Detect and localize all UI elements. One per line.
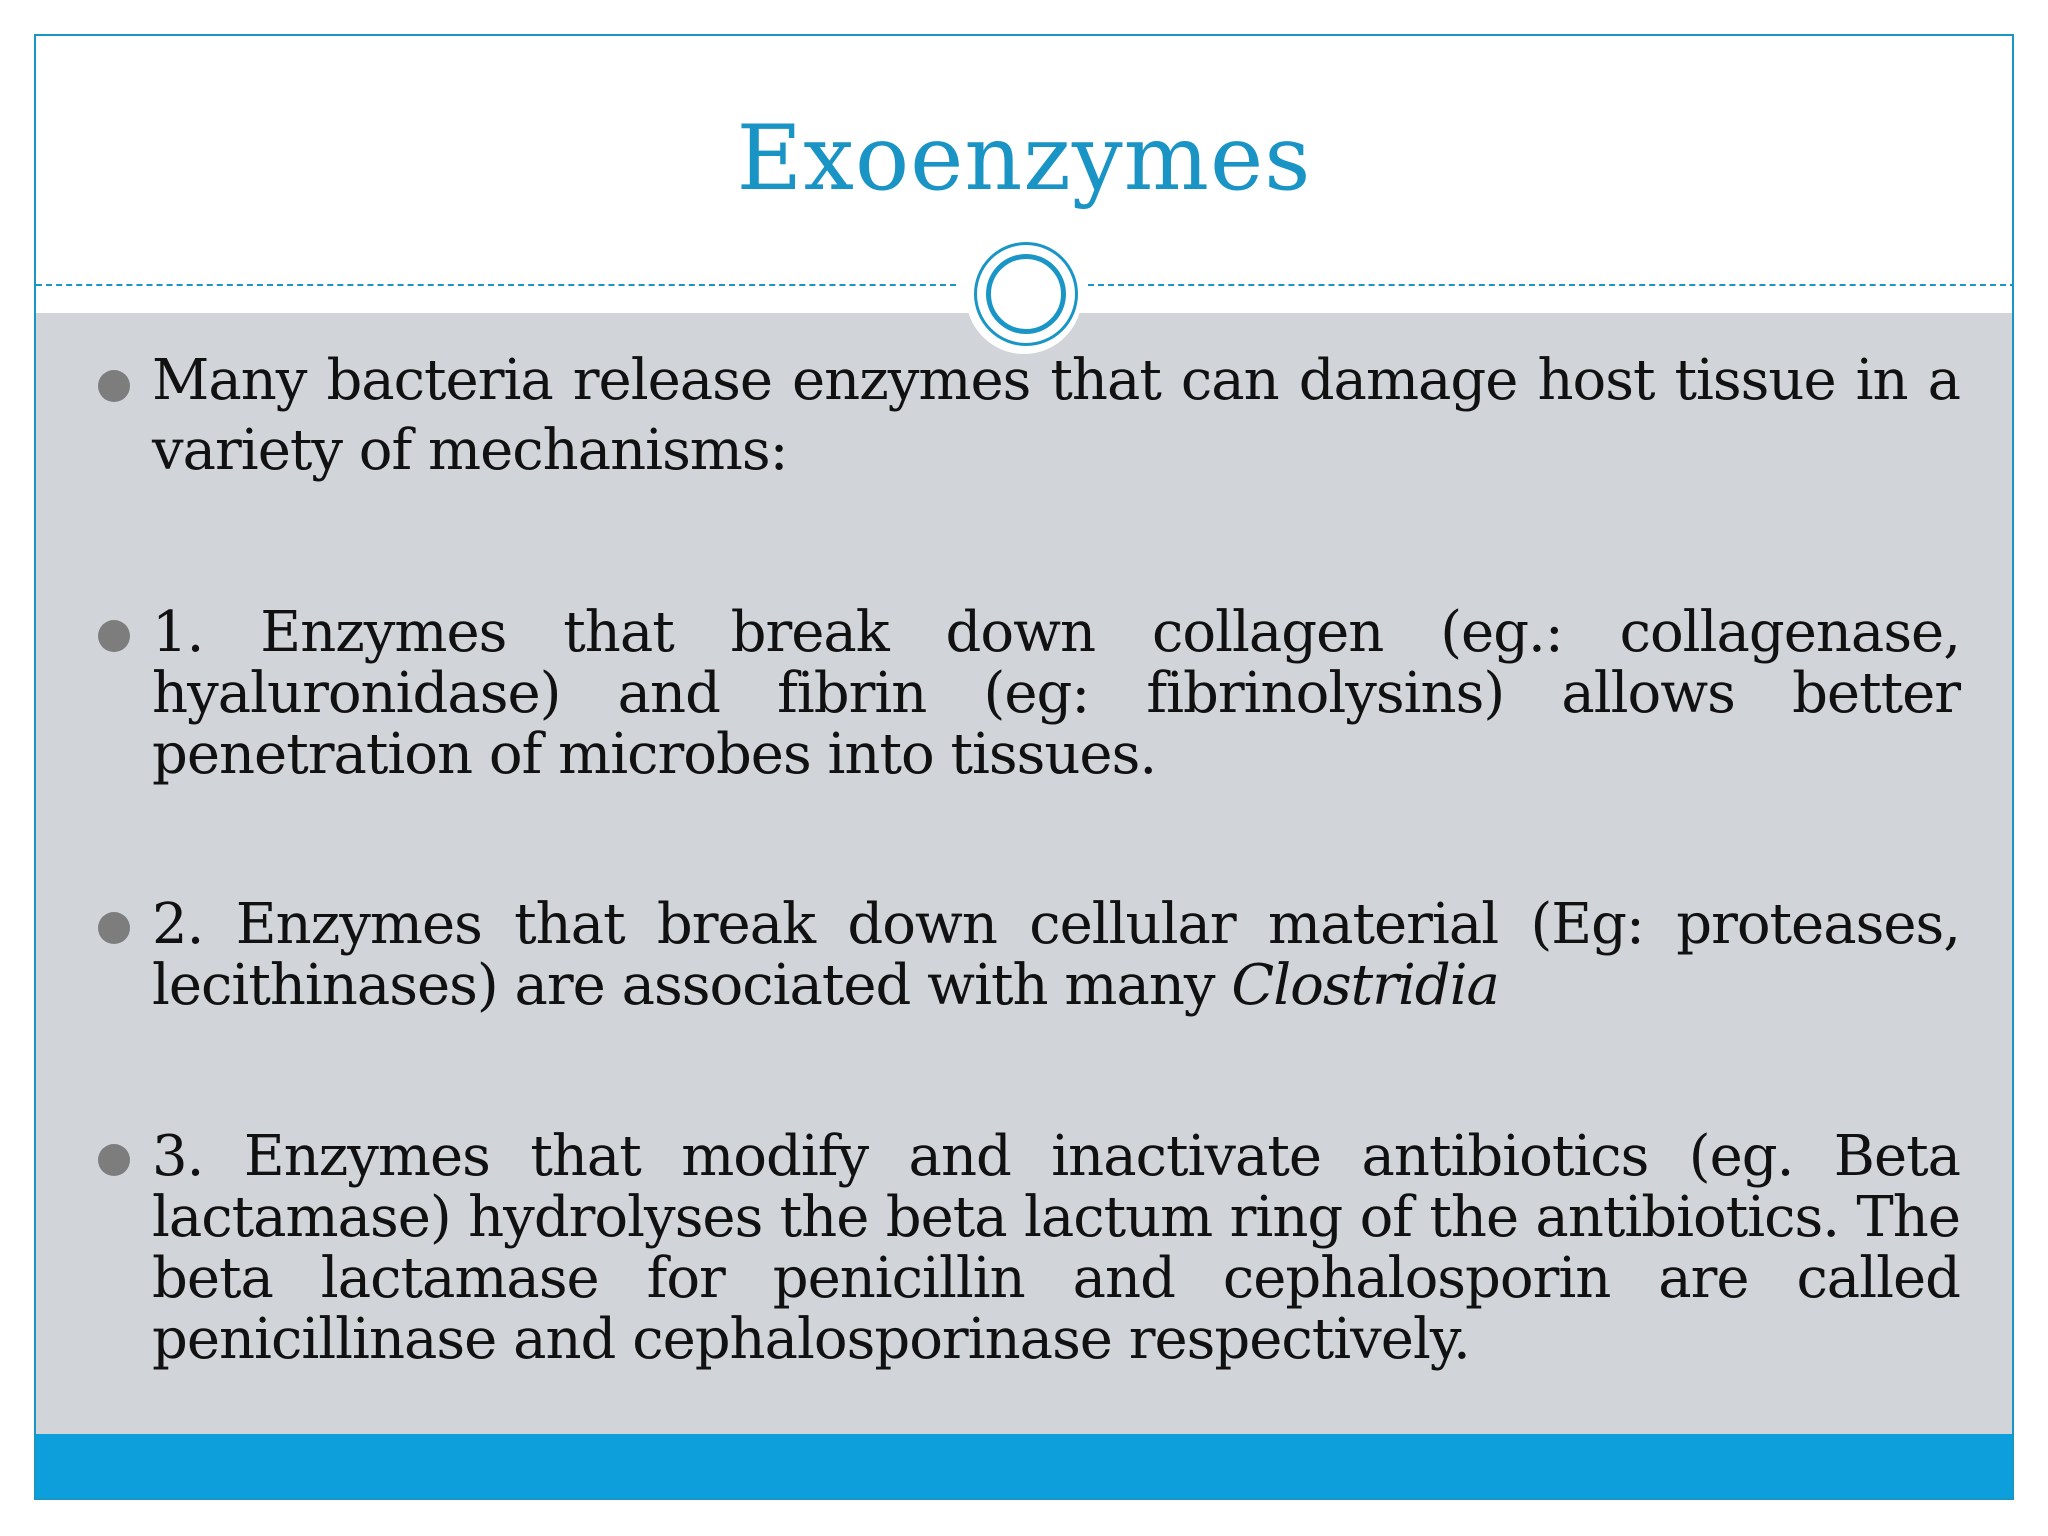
title-divider-right — [1088, 284, 2014, 286]
double-ring-icon — [974, 242, 1078, 346]
bullet-text: Many bacteria release enzymes that can damage host tissue in a variety of mechanisms: — [152, 348, 1960, 483]
slide — [34, 34, 2014, 1500]
bullet-dot-icon — [98, 620, 130, 652]
bullet-text: 1. Enzymes that break down collagen (eg.: collagenase, hyaluronidase) and fibrin (eg: fibrinolysins) allows better penetration of microbes into tissues. — [152, 600, 1960, 787]
bullet-text: 2. Enzymes that break down cellular material (Eg: proteases, lecithinases) are associated with many — [152, 892, 1960, 1018]
slide-title: Exoenzymes — [736, 106, 1312, 211]
bullet-text-container — [152, 894, 1960, 1016]
bullet-dot-icon — [98, 912, 130, 944]
double-ring-inner — [986, 254, 1066, 334]
bullet-dot-icon — [98, 1144, 130, 1176]
bullet-dot-icon — [98, 370, 130, 402]
bullet-text: 3. Enzymes that modify and inactivate antibiotics (eg. Beta lactamase) hydrolyses the beta lactum ring of the antibiotics. The beta lactamase for penicillin and cephalosporin are called penicillinase and cephalosporinase respectively. — [152, 1124, 1960, 1372]
footer-bar — [36, 1434, 2012, 1500]
title-divider-left — [36, 284, 956, 286]
bullet-text-italic: Clostridia — [1231, 953, 1499, 1018]
